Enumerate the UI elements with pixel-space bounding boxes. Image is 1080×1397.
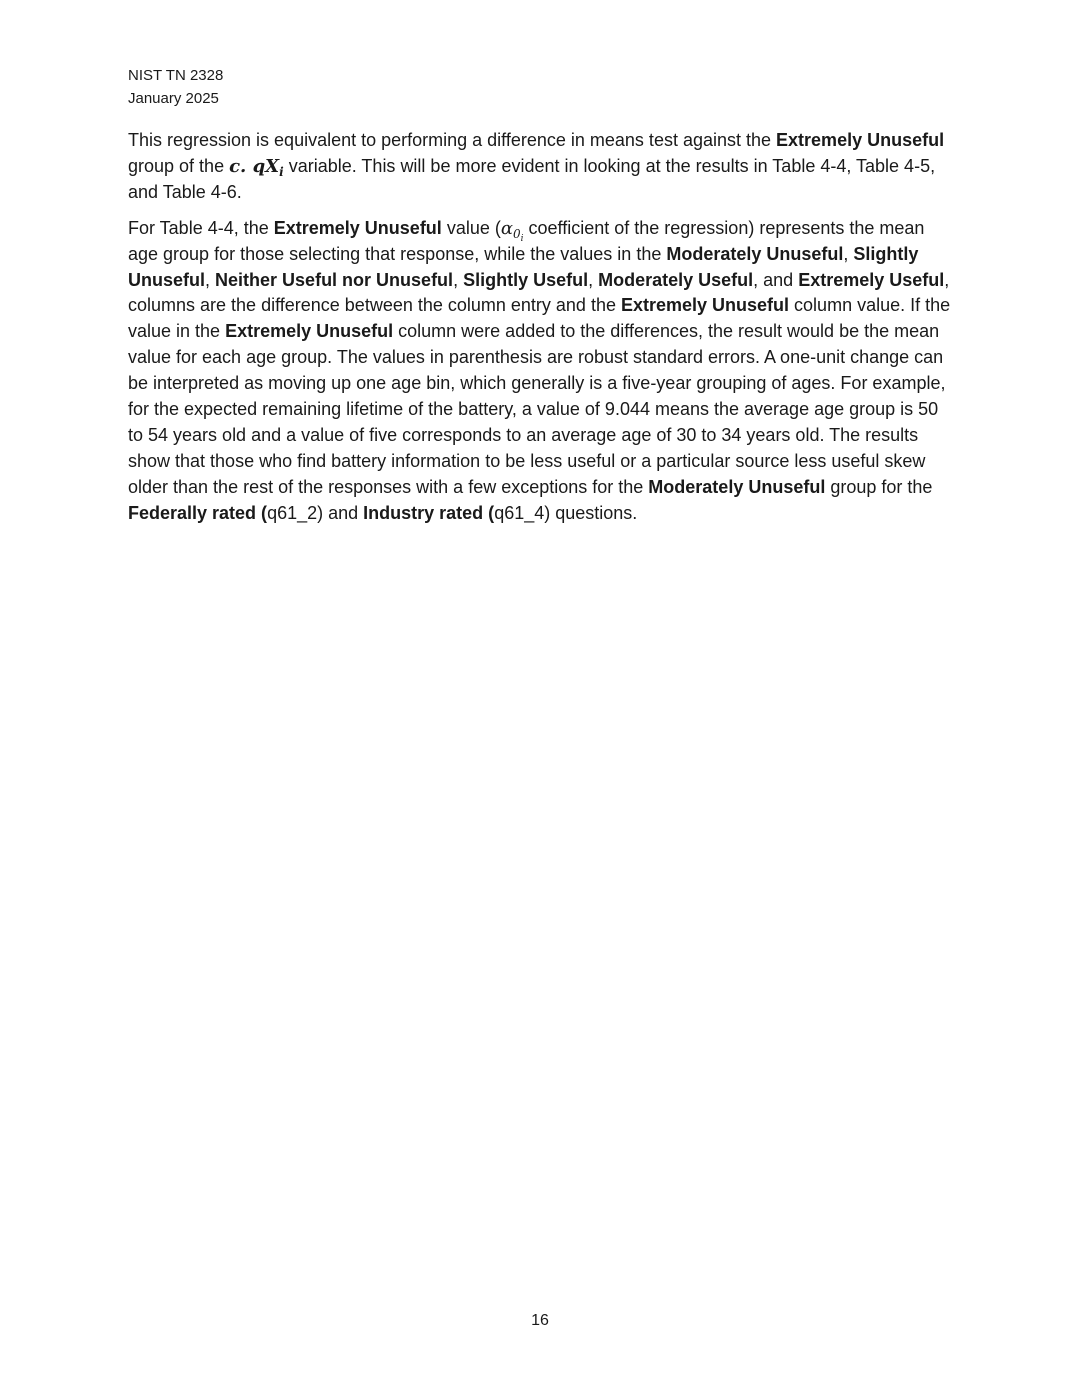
text-run: group of the [128, 155, 230, 176]
paragraph-2 [128, 216, 958, 527]
text-run: , [843, 243, 854, 264]
bold-term: Moderately Unuseful [648, 476, 826, 497]
bold-term: Extremely Unuseful [225, 321, 394, 342]
bold-term: Extremely Unuseful [620, 295, 790, 316]
alpha-sub-zero: 0 [513, 226, 521, 241]
bold-term: Extremely Useful [798, 269, 945, 290]
text-run: column value. If the value in the [128, 295, 951, 342]
math-variable [229, 156, 284, 177]
text-run: coefficient of the regression) represents the mean age group for those selecting that response, while the values in the [128, 217, 925, 264]
text-run: , and [753, 269, 799, 290]
text-run: group for the [825, 476, 933, 497]
alpha-subscript [513, 226, 524, 244]
text-run: , [588, 269, 599, 290]
text-run: For Table 4-4, the [128, 217, 274, 238]
text-run: column were added to the differences, the result would be the mean value for each age group. The values in parenthesis are robust standard errors. A one-unit change can be interpreted as moving up one age bin, which generally is a five-year grouping of ages. For example, for the expected remaining lifetime of the battery, a value of 9.044 means the average age group is 50 to 54 years old and a value of five corresponds to an average age of 30 to 34 years old. The results show that those who find battery information to be less useful or a particular source less useful skew older than the rest of the responses with a few exceptions for the [128, 321, 946, 497]
bold-term: Slightly Useful [463, 269, 589, 290]
body-text [128, 128, 958, 537]
alpha-sub-i: i [520, 233, 524, 244]
bold-term: Federally rated ( [128, 502, 268, 523]
math-qx: qX [252, 155, 280, 177]
text-run: q61_2) and [267, 502, 364, 523]
bold-term: Extremely Unuseful [776, 130, 945, 150]
text-run: This regression is equivalent to performing a difference in means test against the [128, 130, 777, 150]
text-run: q61_4) questions. [494, 502, 638, 523]
math-subscript: i [279, 164, 284, 179]
text-run: , [453, 269, 464, 290]
bold-term: Slightly Unuseful [128, 243, 919, 290]
page-header [128, 64, 223, 110]
bold-term: Moderately Useful [598, 269, 754, 290]
alpha-symbol: α [500, 217, 513, 239]
bold-term: Extremely Unuseful [273, 217, 442, 238]
text-run: variable. This will be more evident in looking at the results in Table 4-4, Table 4-5, and Table 4-6. [128, 155, 936, 202]
bold-term: Moderately Unuseful [666, 243, 844, 264]
bold-term: Neither Useful nor Unuseful [215, 269, 454, 290]
report-id: NIST TN 2328 [128, 67, 224, 84]
math-alpha [500, 217, 524, 244]
paragraph-1 [128, 128, 958, 206]
text-run: value ( [441, 217, 501, 238]
math-c: c. [229, 155, 247, 177]
bold-term: Industry rated ( [363, 502, 495, 523]
report-date: January 2025 [128, 90, 219, 107]
text-run: , columns are the difference between the column entry and the [128, 269, 950, 316]
page-number: 16 [531, 1312, 549, 1329]
text-run: , [205, 269, 216, 290]
